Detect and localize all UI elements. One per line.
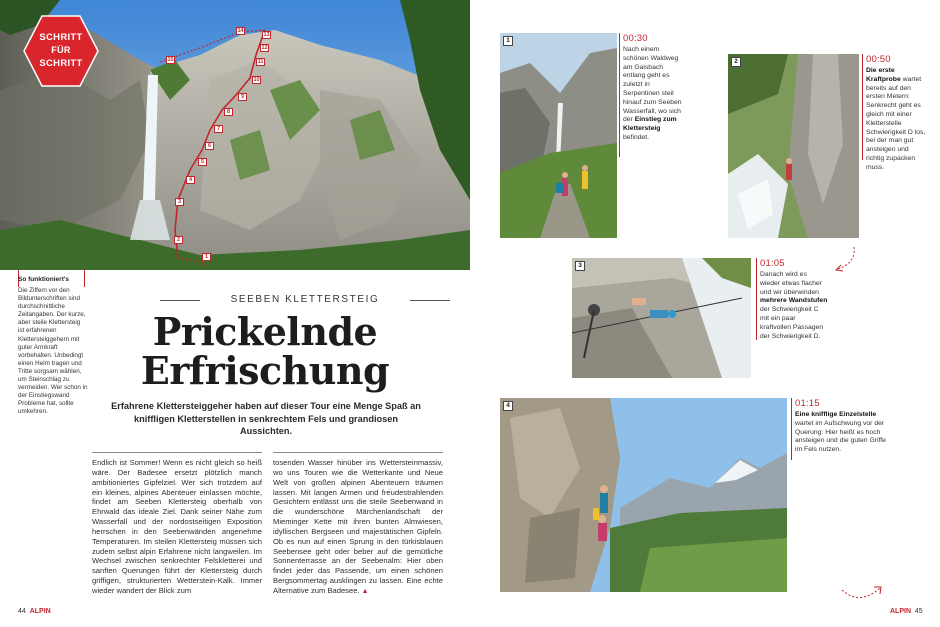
column-rule-2 xyxy=(273,452,443,453)
body-column-2-text: tosenden Wasser hinüber ins Wettersteinmassiv, wo uns Touren wie die Wetterkante und Neue Welt von großen alpinen Abenteuern träumen lassen. Mit langen Armen und freudestrahlenden Gesichtern entlässt uns die steile Seebenwand in die wunderschöne Märchenlandschaft der Mieminger Kette mit ihren bunten Almwiesen, idyllischen Bergseen und majestätischen Gipfeln. Ob es nun auf einen Sprung in den türkisblauen Seebensee geht oder beber auf die gemütliche Sonnenterrasse an der Seebenalm: Hier oben findet jeder das Passende, um einen schönen Bergsommertag ausklingen zu lassen. Eine echte Alternative zum Badesee. xyxy=(273,458,443,595)
step-photo-1-number: 1 xyxy=(503,36,513,46)
info-box-text: Die Ziffern vor den Bildunterschriften sind durchschnittliche Zeitangaben. Der kurze, aber steile Klettersteig ist erfahrenen Klettersteiggehern mit guter Armkraft vorbehalten. Unbedingt einen Helm tragen und Tritte sorgsam wählen, um Steinschlag zu vermeiden. Wer schon in der Einstiegswand Probleme hat, sollte umkehren. xyxy=(18,287,88,416)
step-photo-1 xyxy=(500,33,617,238)
curved-arrow-icon-bottom xyxy=(840,584,884,604)
step-1-caption-rule xyxy=(619,33,620,157)
step-4-time: 01:15 xyxy=(795,398,820,409)
schritt-fuer-schritt-badge xyxy=(22,14,100,88)
left-folio xyxy=(18,608,51,615)
route-number-6: 6 xyxy=(205,142,214,150)
kicker-rule-right xyxy=(410,300,450,301)
route-number-4: 4 xyxy=(186,176,195,184)
body-column-2 xyxy=(273,458,443,597)
step-3-text-bold: mehrere Wandstufen xyxy=(760,297,828,305)
route-number-14: 14 xyxy=(237,28,244,34)
step-4-text-post: wartet im Aufschwung vor der Querung: Hier heißt es hoch ansteigen und die guten Griffe im Fels nutzen. xyxy=(795,419,886,454)
step-3-text-pre: Danach wird es wieder etwas flacher und wir überwinden xyxy=(760,271,822,296)
route-number-2: 2 xyxy=(174,236,183,244)
step-2-caption-rule xyxy=(862,54,863,160)
left-page-number: 44 xyxy=(18,608,26,615)
left-brand: ALPIN xyxy=(29,608,51,615)
badge-line-1: SCHRITT xyxy=(39,32,83,43)
route-number-5: 5 xyxy=(198,158,207,166)
step-2-time: 00:50 xyxy=(866,54,891,65)
step-photo-4-number: 4 xyxy=(503,401,513,411)
route-number-1: 1 xyxy=(202,253,211,261)
step-1-text-post: befindet. xyxy=(623,133,650,141)
step-photo-4 xyxy=(500,398,787,592)
right-page-number: 45 xyxy=(914,608,923,615)
info-box-title: So funktioniert's xyxy=(18,276,70,283)
headline-line-1: Prickelnde xyxy=(152,309,378,354)
step-1-caption xyxy=(623,33,685,143)
step-1-text-bold: Einstieg zum Klettersteig xyxy=(623,116,677,133)
step-photo-3-number: 3 xyxy=(575,261,585,271)
route-number-9: 9 xyxy=(238,93,247,101)
step-2-text-bold: Die erste Kraftprobe xyxy=(866,67,901,83)
end-mark: ▲ xyxy=(361,587,369,595)
step-2-text-post: wartet bereits auf den ersten Metern: Senkrecht geht es gleich mit einer Kletterstelle Schwierigkeit D los, bei der man gut ansteigen und richtig zupacken muss. xyxy=(866,75,926,171)
step-3-text-post: der Schwierigkeit C mit ein paar kraftvollen Passagen der Schwierigkeit D. xyxy=(760,306,824,340)
step-3-caption-rule xyxy=(756,258,757,340)
right-folio xyxy=(890,608,923,615)
step-4-text-bold: Eine knifflige Einzelstelle xyxy=(795,411,877,418)
article-headline xyxy=(120,309,410,393)
badge-line-3: SCHRITT xyxy=(39,58,83,69)
badge-line-2: FÜR xyxy=(51,45,71,55)
step-photo-3 xyxy=(572,258,751,378)
route-number-3: 3 xyxy=(175,198,184,206)
step-photo-2 xyxy=(728,54,859,238)
article-intro: Erfahrene Klettersteiggeher haben auf dieser Tour eine Menge Spaß an kniffligen Kletterstellen in senkrechtem Fels und grandiosen Aussichten. xyxy=(111,401,421,436)
route-number-7: 7 xyxy=(214,125,223,133)
step-3-caption xyxy=(760,258,828,341)
step-2-caption xyxy=(866,54,926,173)
route-number-13: 13 xyxy=(263,32,270,38)
body-column-1: Endlich ist Sommer! Wenn es nicht gleich so heiß wäre. Der Badesee ersetzt plötzlich manch ambitioniertes Gipfelziel. Wer sich trotzdem auf ein kleines, alpines Abenteuer einlassen möchte, findet am Seeben Klettersteig oberhalb von Ehrwald das ideale Ziel. Dank seiner Nähe zum Wasserfall und der nordostseitigen Exposition herrschen in den Seebenwänden angenehme Temperaturen. Im steilen Klettersteig müssen sich zudem selbst alpin Erfahrene nicht langweilen. Im Wechsel zwischen senkrechter Felskletterei und sanften Querungen führt der Klettersteig durch griffigen, strukturierten Wetterstein-Kalk. Immer wieder wandert der Blick zum xyxy=(92,458,262,595)
step-3-time: 01:05 xyxy=(760,258,785,269)
curved-arrow-icon xyxy=(832,245,858,273)
article-kicker: SEEBEN KLETTERSTEIG xyxy=(230,294,380,305)
route-number-10: 10 xyxy=(253,77,260,83)
step-4-caption-rule xyxy=(791,398,792,460)
step-4-caption xyxy=(795,398,889,455)
step-photo-2-number: 2 xyxy=(731,57,741,67)
route-number-15: 15 xyxy=(167,57,174,63)
kicker-line xyxy=(160,294,450,306)
right-brand: ALPIN xyxy=(890,608,911,615)
route-number-12: 12 xyxy=(261,45,268,51)
route-number-11: 11 xyxy=(257,59,264,65)
column-rule-1 xyxy=(92,452,262,453)
step-1-text-pre: Nach einem schönen Waldweg am Gaisbach entlang geht es zuletzt in Serpentinen steil hinauf zum Seeben Wasserfall, wo sich der xyxy=(623,46,682,124)
step-1-time: 00:30 xyxy=(623,33,648,44)
headline-line-2: Erfrischung xyxy=(140,348,390,393)
route-number-8: 8 xyxy=(224,108,233,116)
